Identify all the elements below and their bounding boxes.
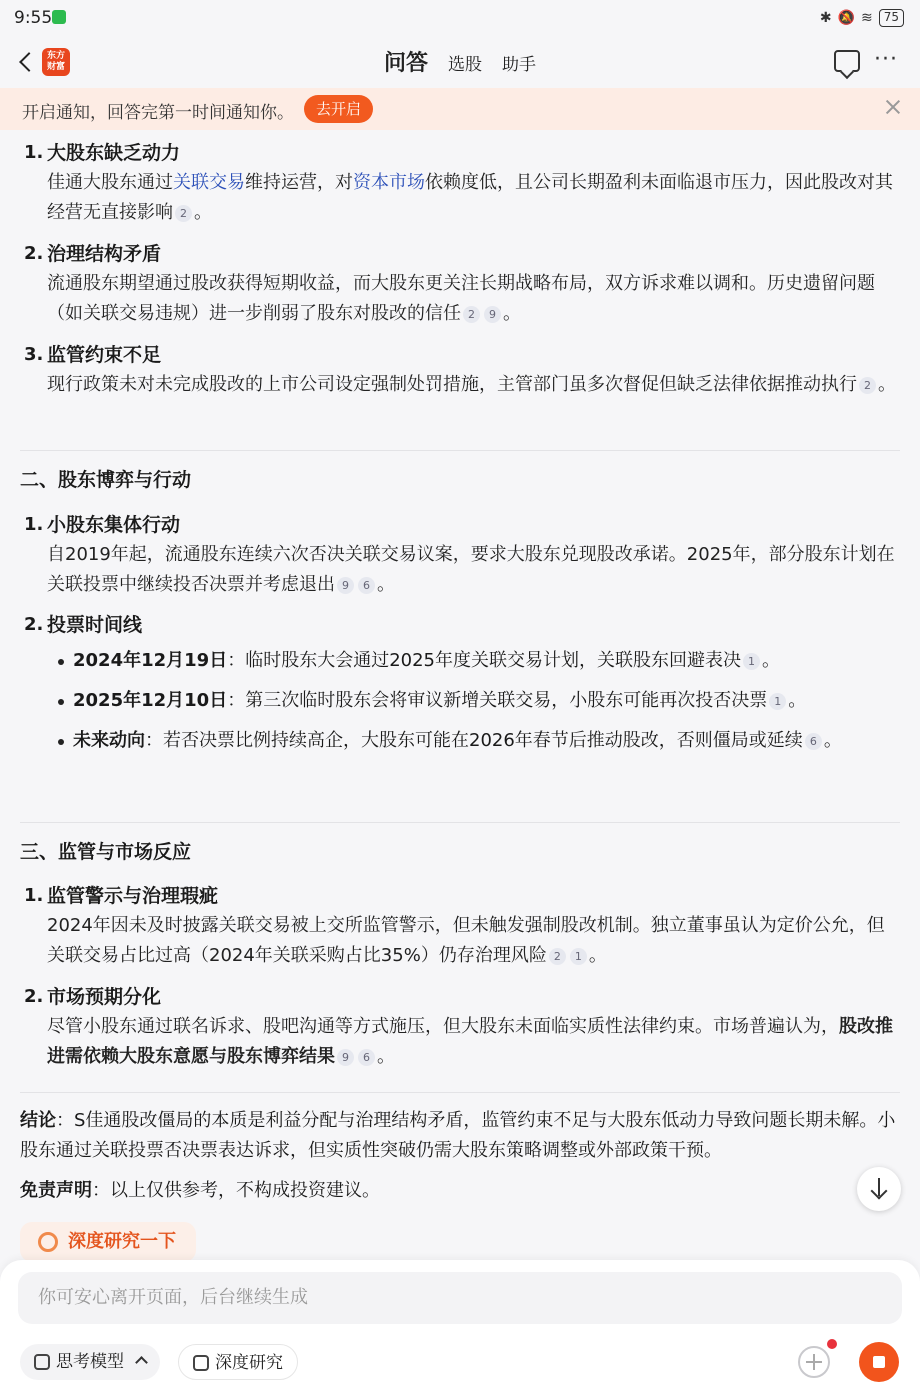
disclaimer-text: ：以上仅供参考，不构成投资建议。 <box>92 1180 380 1201</box>
status-bar <box>0 0 920 36</box>
stop-generation-button[interactable] <box>859 1342 899 1382</box>
cube-icon <box>34 1354 50 1370</box>
item-number: 3. <box>24 344 44 365</box>
item-body: 佳通大股东通过关联交易维持运营，对资本市场依赖度低，且公司长期盈利未面临退市压力，因此股改对其经营无直接影响 2 。 <box>47 172 893 223</box>
item-body: 尽管小股东通过联名诉求、股吧沟通等方式施压，但大股东未面临实质性法律约束。市场普遍认为，股改推进需依赖大股东意愿与股东博弈结果 9 6 。 <box>47 1016 893 1067</box>
list-item <box>0 982 920 1072</box>
bullet-dot <box>58 659 64 665</box>
citation-badge[interactable]: 9 <box>337 577 354 594</box>
item-title: 小股东集体行动 <box>47 514 181 536</box>
wifi-icon: ≋ <box>860 10 873 26</box>
bullet-label: 2025年12月10日 <box>73 690 228 711</box>
citation-badge[interactable]: 2 <box>549 948 566 965</box>
citation-badge[interactable]: 2 <box>175 205 192 222</box>
timeline-bullet: 2025年12月10日：第三次临时股东会将审议新增关联交易，小股东可能再次投否决票 1 。 <box>0 686 920 716</box>
notification-banner <box>0 88 920 130</box>
item-number: 2. <box>24 986 44 1007</box>
item-body: 自2019年起，流通股东连续六次否决关联交易议案，要求大股东兑现股改承诺。2025年，部分股东计划在关联投票中继续投否决票并考虑退出 9 6 。 <box>47 544 895 595</box>
deep-research-button[interactable]: 深度研究一下 <box>20 1222 196 1260</box>
chat-history-icon[interactable] <box>834 50 860 72</box>
section-divider <box>20 1092 900 1093</box>
conclusion <box>20 1106 902 1166</box>
list-item <box>0 138 920 228</box>
app-logo: 东方 财富 <box>42 48 70 76</box>
citation-badge[interactable]: 2 <box>463 306 480 323</box>
item-body: 现行政策未对未完成股改的上市公司设定强制处罚措施，主管部门虽多次督促但缺乏法律依据推动执行 2 。 <box>47 374 896 395</box>
unread-dot <box>827 1339 837 1349</box>
list-item <box>0 881 920 971</box>
conclusion-text: ：S佳通股改僵局的本质是利益分配与治理结构矛盾，监管约束不足与大股东低动力导致问题长期未解。小股东通过关联投票否决票表达诉求，但实质性突破仍需大股东策略调整或外部政策干预。 <box>20 1110 896 1161</box>
list-item <box>0 610 920 640</box>
item-title: 监管约束不足 <box>47 344 162 366</box>
section-heading: 三、监管与市场反应 <box>20 841 192 863</box>
item-number: 2. <box>24 243 44 264</box>
wechat-notification-icon <box>52 10 66 24</box>
message-input[interactable]: 你可安心离开页面，后台继续生成 <box>18 1272 902 1324</box>
section-divider <box>20 450 900 451</box>
item-title: 大股东缺乏动力 <box>47 142 181 164</box>
item-number: 1. <box>24 142 44 163</box>
notice-text: 开启通知，回答完第一时间通知你。 <box>22 103 294 123</box>
bullet-dot <box>58 739 64 745</box>
citation-badge[interactable]: 1 <box>769 693 786 710</box>
list-item <box>0 340 920 400</box>
battery-indicator: 75 <box>879 9 904 27</box>
link-capital-market[interactable]: 资本市场 <box>353 172 425 193</box>
top-navigation-bar <box>0 36 920 88</box>
citation-badge[interactable]: 6 <box>358 1049 375 1066</box>
bullet-label: 未来动向 <box>73 730 145 751</box>
status-icons <box>820 9 904 27</box>
thinking-model-toggle[interactable]: 思考模型 <box>20 1344 160 1380</box>
nav-tabs <box>0 46 920 77</box>
item-title: 监管警示与治理瑕疵 <box>47 885 219 907</box>
citation-badge[interactable]: 1 <box>570 948 587 965</box>
link-related-transactions[interactable]: 关联交易 <box>173 172 245 193</box>
bluetooth-icon: ✱ <box>819 10 832 26</box>
bullet-dot <box>58 699 64 705</box>
item-body: 2024年因未及时披露关联交易被上交所监管警示，但未触发强制股改机制。独立董事虽认为定价公允，但关联交易占比过高（2024年关联采购占比35%）仍存治理风险 2 1 。 <box>47 915 885 966</box>
scroll-down-icon[interactable] <box>857 1167 901 1211</box>
timeline-bullet: 未来动向：若否决票比例持续高企，大股东可能在2026年春节后推动股改，否则僵局或延续 6 。 <box>0 726 920 756</box>
item-number: 2. <box>24 614 44 635</box>
deep-research-toggle[interactable]: 深度研究 <box>178 1344 298 1380</box>
more-options-icon[interactable]: ··· <box>874 47 898 72</box>
tab-qa[interactable]: 问答 <box>383 51 428 76</box>
add-icon[interactable] <box>798 1346 830 1378</box>
citation-badge[interactable]: 2 <box>859 377 876 394</box>
item-title: 投票时间线 <box>47 614 143 636</box>
list-item <box>0 239 920 329</box>
citation-badge[interactable]: 9 <box>484 306 501 323</box>
citation-badge[interactable]: 6 <box>805 733 822 750</box>
section-heading: 二、股东博弈与行动 <box>20 469 192 491</box>
close-icon[interactable] <box>882 96 904 118</box>
list-item <box>0 510 920 600</box>
input-panel <box>0 1260 920 1400</box>
tab-assistant[interactable]: 助手 <box>502 55 536 75</box>
item-title: 治理结构矛盾 <box>47 243 162 265</box>
item-title: 市场预期分化 <box>47 986 162 1008</box>
answer-content <box>0 130 920 1260</box>
citation-badge[interactable]: 9 <box>337 1049 354 1066</box>
conclusion-label: 结论 <box>20 1110 56 1131</box>
citation-badge[interactable]: 6 <box>358 577 375 594</box>
key-conclusion-text: 股改推进需依赖大股东意愿与股东博弈结果 <box>47 1016 893 1067</box>
status-time: 9:55 <box>14 8 53 28</box>
disclaimer <box>20 1176 902 1206</box>
disclaimer-label: 免责声明 <box>20 1180 92 1201</box>
item-number: 1. <box>24 885 44 906</box>
bullet-label: 2024年12月19日 <box>73 650 228 671</box>
item-body: 流通股东期望通过股改获得短期收益，而大股东更关注长期战略布局，双方诉求难以调和。历史遗留问题（如关联交易违规）进一步削弱了股东对股改的信任 2 9 。 <box>47 273 875 324</box>
citation-badge[interactable]: 1 <box>743 653 760 670</box>
timeline-bullet: 2024年12月19日：临时股东大会通过2025年度关联交易计划，关联股东回避表决 1 。 <box>0 646 920 676</box>
research-icon <box>193 1355 209 1371</box>
section-divider <box>20 822 900 823</box>
magnifier-icon <box>38 1232 58 1252</box>
enable-notification-button[interactable]: 去开启 <box>304 95 373 123</box>
mute-icon: 🔕 <box>837 10 855 26</box>
item-number: 1. <box>24 514 44 535</box>
tab-stock-picker[interactable]: 选股 <box>448 55 482 75</box>
